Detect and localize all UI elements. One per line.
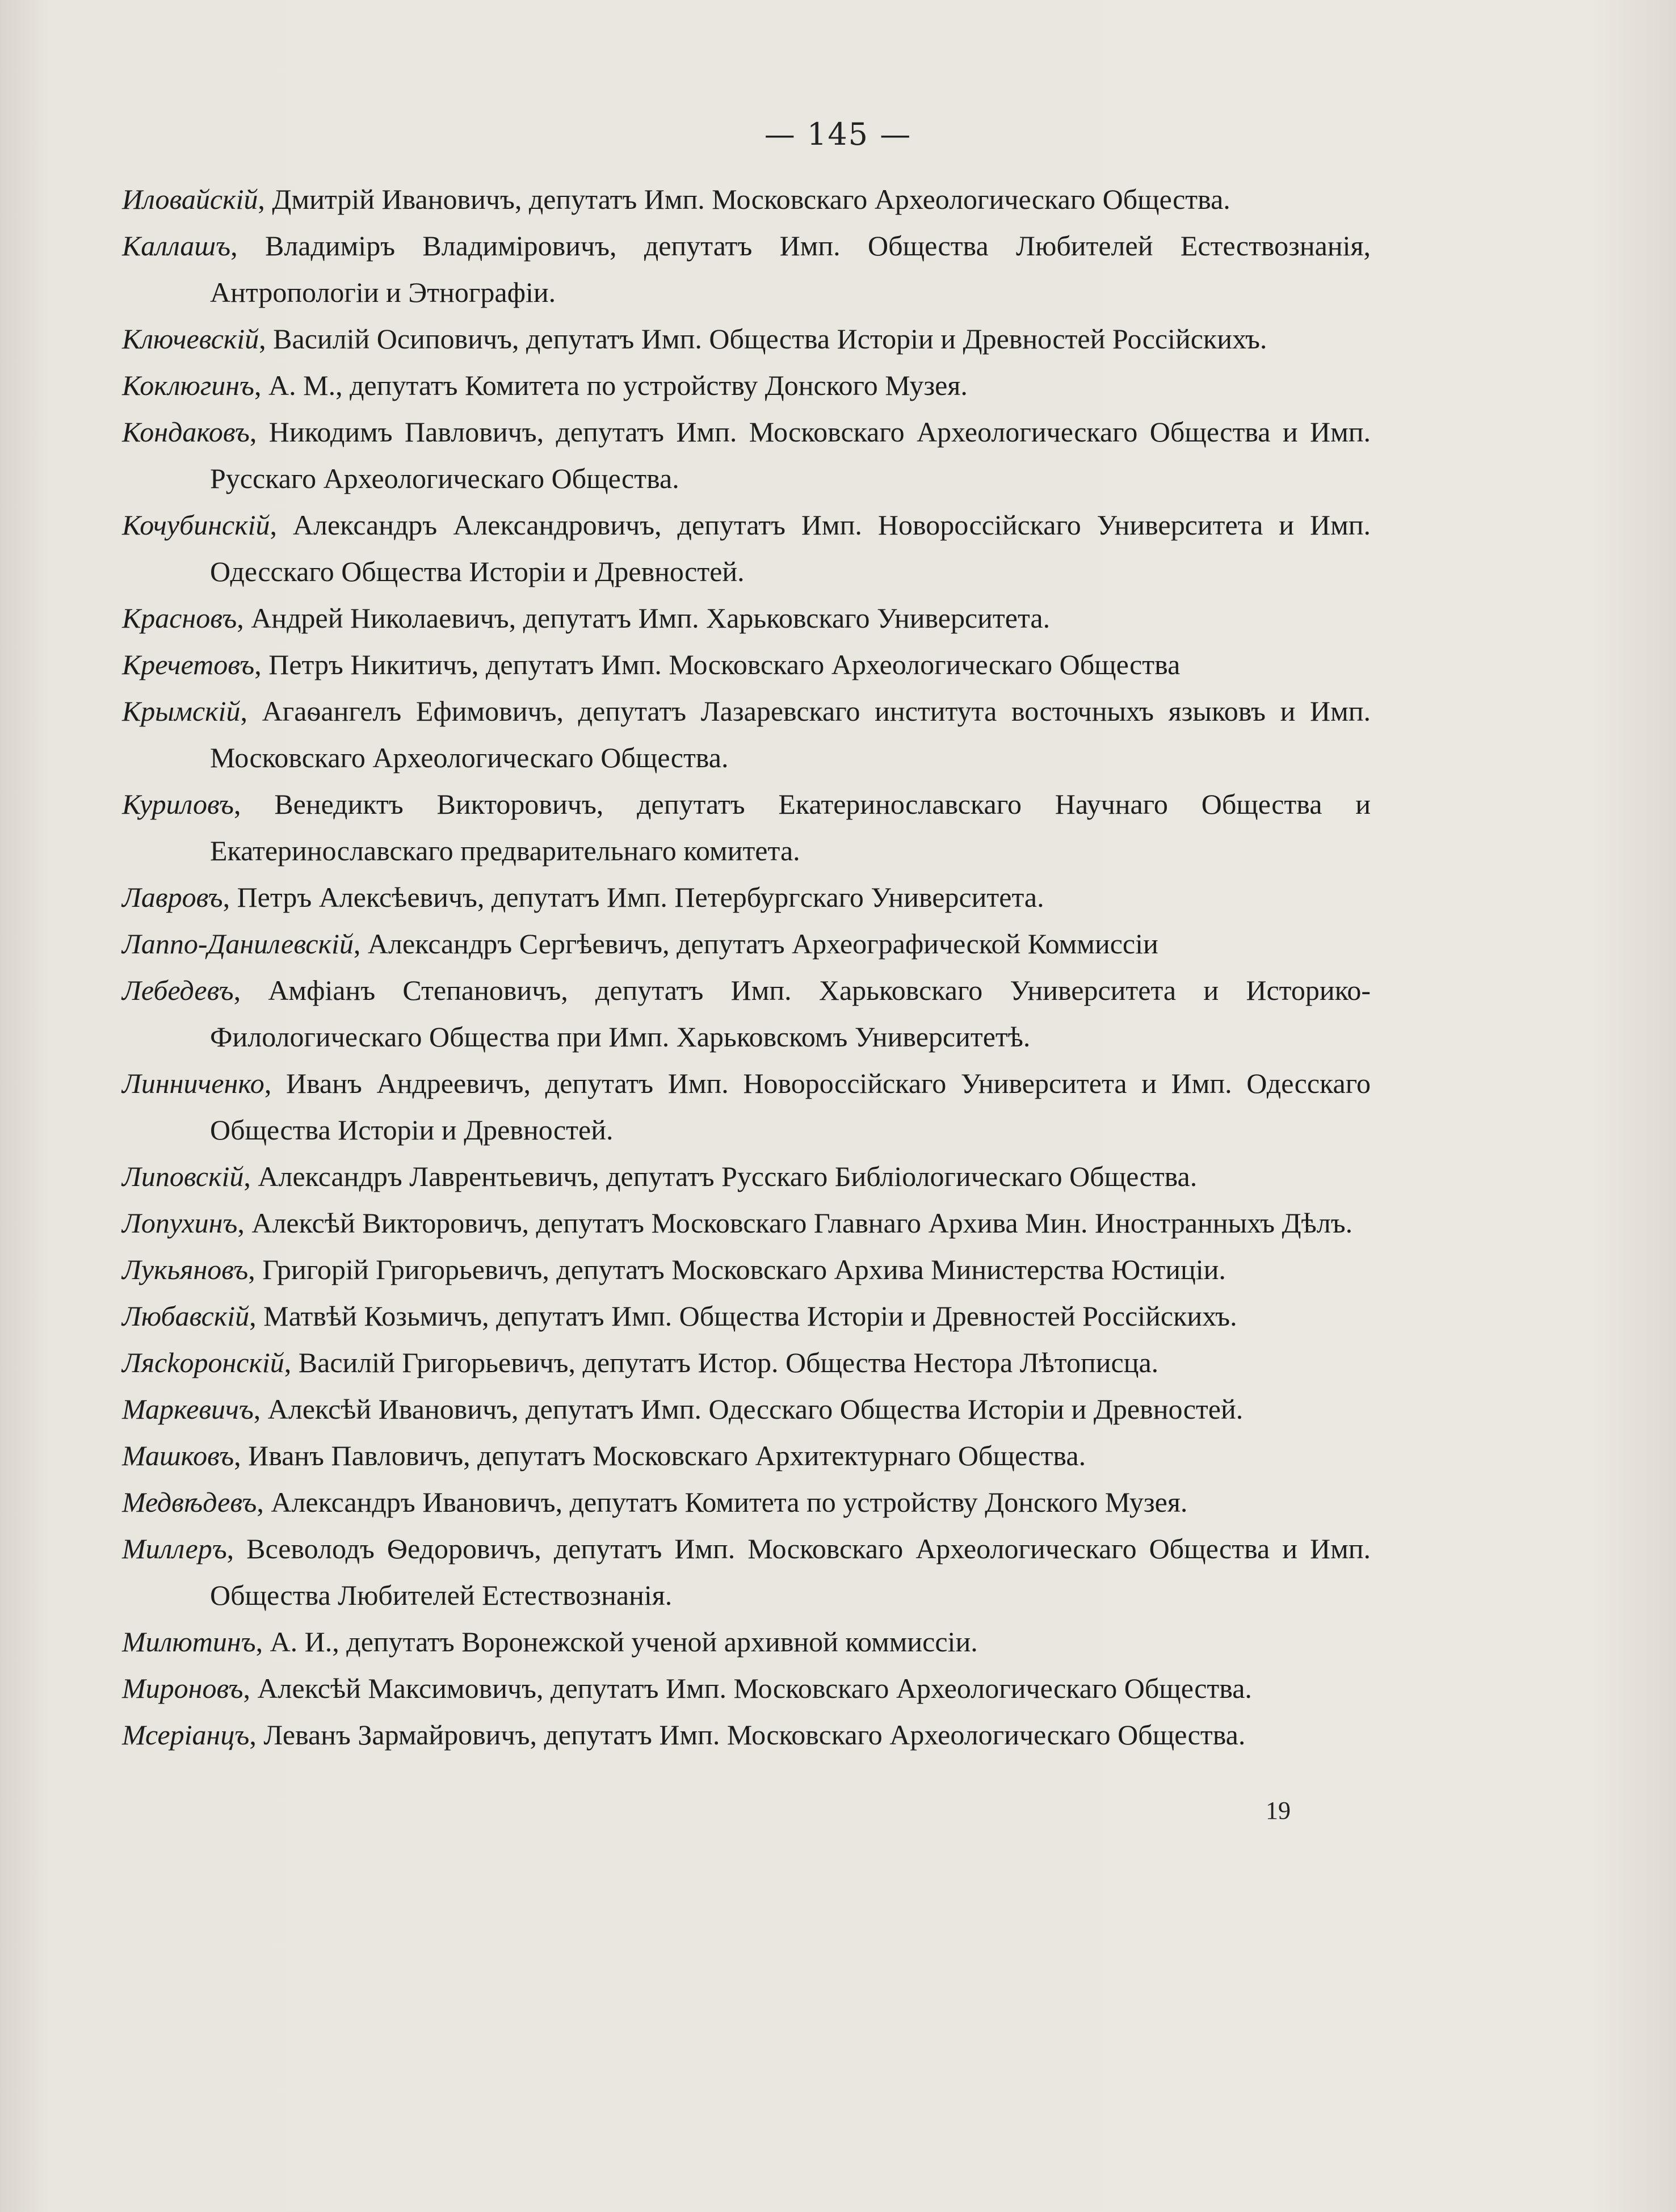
entry-name: Лясkоронскій — [122, 1347, 284, 1378]
entry-text: , Владиміръ Владиміровичъ, депутатъ Имп. Общества Любителей Естествознанія, Антропологіи и Этнографіи. — [210, 230, 1371, 308]
list-item — [122, 1525, 1371, 1618]
page-number: — 145 — — [764, 116, 912, 152]
signature-mark: 19 — [1266, 1797, 1291, 1824]
entry-name: Куриловъ — [122, 788, 234, 820]
list-item — [122, 1711, 1371, 1758]
entry-name: Лаппо-Данилевскій — [122, 928, 354, 960]
entry-name: Липовскій — [122, 1160, 244, 1192]
list-item — [122, 1153, 1371, 1200]
entry-text: , Александръ Ивановичъ, депутатъ Комитета по устройству Донского Музея. — [257, 1486, 1188, 1518]
list-item — [122, 781, 1371, 874]
entry-name: Лавровъ — [122, 881, 223, 913]
list-item — [122, 362, 1371, 409]
entry-text: , Агаѳангелъ Ефимовичъ, депутатъ Лазаревскаго института восточныхъ языковъ и Имп. Московскаго Археологическаго Общества. — [210, 695, 1371, 773]
list-item — [122, 1479, 1371, 1525]
entry-text: , А. И., депутатъ Воронежской ученой архивной коммиссіи. — [255, 1626, 978, 1658]
entry-name: Кречетовъ — [122, 649, 255, 680]
entry-name: Лукьяновъ — [122, 1254, 249, 1285]
list-item — [122, 1200, 1371, 1246]
list-item — [122, 688, 1371, 781]
entry-name: Кондаковъ — [122, 416, 250, 448]
entry-name: Красновъ — [122, 602, 237, 634]
list-item — [122, 1665, 1371, 1711]
entry-text: , Иванъ Андреевичъ, депутатъ Имп. Новороссійскаго Университета и Имп. Одесскаго Общества Исторіи и Древностей. — [210, 1067, 1371, 1146]
entry-name: Машковъ — [122, 1440, 234, 1471]
entry-text: , Венедиктъ Викторовичъ, депутатъ Екатеринославскаго Научнаго Общества и Екатеринославскаго предварительнаго комитета. — [210, 788, 1371, 867]
entry-name: Лебедевъ — [122, 974, 234, 1006]
entry-name: Линниченко — [122, 1067, 264, 1099]
entry-name: Иловайскій — [122, 183, 258, 215]
entry-text: , Никодимъ Павловичъ, депутатъ Имп. Московскаго Археологическаго Общества и Имп. Русскаго Археологическаго Общества. — [210, 416, 1371, 494]
entry-text: , Дмитрій Ивановичъ, депутатъ Имп. Московскаго Археологическаго Общества. — [258, 183, 1230, 215]
entry-text: , Алексѣй Ивановичъ, депутатъ Имп. Одесскаго Общества Исторіи и Древностей. — [253, 1393, 1244, 1425]
list-item — [122, 409, 1371, 502]
entry-name: Каллашъ — [122, 230, 231, 262]
entry-name: Коклюгинъ — [122, 369, 255, 401]
entry-text: , Григорій Григорьевичъ, депутатъ Московскаго Архива Министерства Юстиціи. — [248, 1254, 1226, 1285]
entry-text: , Алексѣй Викторовичъ, депутатъ Московскаго Главнаго Архива Мин. Иностранныхъ Дѣлъ. — [237, 1207, 1353, 1239]
list-item — [122, 874, 1371, 920]
entry-text: , А. М., депутатъ Комитета по устройству Донского Музея. — [254, 369, 968, 401]
entry-text: , Всеволодъ Ѳедоровичъ, депутатъ Имп. Московскаго Археологическаго Общества и Имп. Общества Любителей Естествознанія. — [210, 1533, 1371, 1611]
entry-name: Лопухинъ — [122, 1207, 238, 1239]
entry-text: , Петръ Алексѣевичъ, депутатъ Имп. Петербургскаго Университета. — [222, 881, 1044, 913]
entry-list — [122, 176, 1371, 1758]
entry-name: Мсеріанцъ — [122, 1719, 250, 1751]
list-item — [122, 176, 1371, 222]
entry-text: , Иванъ Павловичъ, депутатъ Московскаго Архитектурнаго Общества. — [234, 1440, 1086, 1471]
entry-text: , Матвѣй Козьмичъ, депутатъ Имп. Общества Исторіи и Древностей Россійскихъ. — [249, 1300, 1237, 1332]
list-item — [122, 1060, 1371, 1153]
list-item — [122, 1293, 1371, 1339]
list-item — [122, 222, 1371, 316]
entry-name: Любавскій — [122, 1300, 250, 1332]
list-item — [122, 502, 1371, 595]
entry-text: , Василій Григорьевичъ, депутатъ Истор. Общества Нестора Лѣтописца. — [284, 1347, 1159, 1378]
entry-name: Кочубинскій — [122, 509, 270, 541]
entry-name: Миллеръ — [122, 1533, 227, 1565]
entry-name: Медвѣдевъ — [122, 1486, 257, 1518]
list-item — [122, 1386, 1371, 1432]
list-item — [122, 641, 1371, 688]
entry-name: Милютинъ — [122, 1626, 256, 1658]
entry-text: , Александръ Лаврентьевичъ, депутатъ Русскаго Библіологическаго Общества. — [243, 1160, 1198, 1192]
entry-name: Крымскій — [122, 695, 241, 727]
list-item — [122, 920, 1371, 967]
entry-text: , Василій Осиповичъ, депутатъ Имп. Общества Исторіи и Древностей Россійскихъ. — [259, 323, 1267, 355]
entry-text: , Александръ Александровичъ, депутатъ Имп. Новороссійскаго Университета и Имп. Одесскаго Общества Исторіи и Древностей. — [210, 509, 1371, 587]
list-item — [122, 316, 1371, 362]
list-item — [122, 1246, 1371, 1293]
entry-text: , Амфіанъ Степановичъ, депутатъ Имп. Харьковскаго Университета и Историко-Филологическаго Общества при Имп. Харьковскомъ Университетѣ. — [210, 974, 1371, 1053]
entry-text: , Леванъ Зармайровичъ, депутатъ Имп. Московскаго Археологическаго Общества. — [249, 1719, 1246, 1751]
list-item — [122, 1432, 1371, 1479]
list-item — [122, 1618, 1371, 1665]
list-item — [122, 595, 1371, 641]
entry-name: Ключевскій — [122, 323, 259, 355]
entry-text: , Андрей Николаевичъ, депутатъ Имп. Харьковскаго Университета. — [237, 602, 1051, 634]
entry-text: , Петръ Никитичъ, депутатъ Имп. Московскаго Археологическаго Общества — [254, 649, 1181, 680]
list-item — [122, 1339, 1371, 1386]
entry-name: Мироновъ — [122, 1672, 243, 1704]
entry-text: , Алексѣй Максимовичъ, депутатъ Имп. Московскаго Археологическаго Общества. — [243, 1672, 1252, 1704]
entry-name: Маркевичъ — [122, 1393, 254, 1425]
entry-text: , Александръ Сергѣевичъ, депутатъ Археографической Коммиссіи — [353, 928, 1158, 960]
list-item — [122, 967, 1371, 1060]
